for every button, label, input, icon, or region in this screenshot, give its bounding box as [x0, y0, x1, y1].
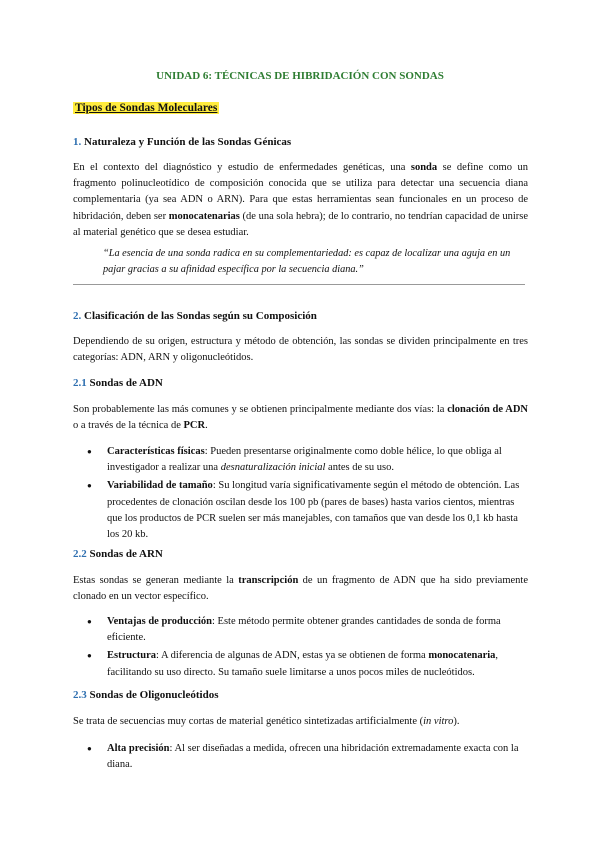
paragraph-2-3 — [73, 714, 528, 730]
heading-1 — [73, 136, 291, 148]
bullet-bold: monocatenaria — [428, 650, 496, 662]
heading-2-1-text: Sondas de ADN — [89, 377, 163, 389]
paragraph-1-text-a: En el contexto del diagnóstico y estudio de enfermedades genéticas, una — [73, 162, 411, 173]
heading-2-3 — [73, 689, 218, 701]
term-in-vitro: in vitro — [423, 716, 454, 727]
heading-2 — [73, 310, 317, 322]
quote-block: “La esencia de una sonda radica en su complementariedad: es capaz de localizar una aguja en un pajar gracias a su afinidad específica por la secuencia diana.” — [103, 248, 511, 275]
bullet-term: Características físicas — [107, 446, 205, 457]
horizontal-rule — [73, 284, 525, 285]
paragraph-2: Dependiendo de su origen, estructura y método de obtención, las sondas se dividen principalmente en tres categorías: ADN, ARN y oligonucleótidos. — [73, 336, 528, 364]
list-2-1 — [73, 444, 528, 545]
paragraph-2-3-text-b: ). — [453, 716, 460, 727]
heading-1-number: 1. — [73, 136, 82, 148]
paragraph-2-2 — [73, 573, 528, 605]
term-sonda: sonda — [410, 162, 438, 173]
paragraph-2-3-text-a: Se trata de secuencias muy cortas de material genético sintetizadas artificialmente ( — [73, 716, 424, 727]
paragraph-1-text-c: (de una sola hebra); de lo contrario, no tendrían capacidad de unirse al material genético que se desea estudiar. — [73, 210, 528, 238]
bullet-italic: desnaturalización inicial — [220, 462, 326, 474]
heading-2-2-text: Sondas de ARN — [89, 548, 163, 560]
paragraph-1 — [73, 160, 528, 241]
list-item — [73, 741, 528, 773]
heading-2-text: Clasificación de las Sondas según su Composición — [84, 310, 317, 322]
bullet-text: : Pueden presentarse originalmente como doble hélice, lo que obliga al investigador a realizar una — [107, 446, 502, 474]
list-2-3 — [73, 741, 528, 775]
bullet-term: Variabilidad de tamaño — [107, 480, 213, 492]
paragraph-2-2-text-a: Estas sondas se generan mediante la — [73, 575, 239, 586]
list-item — [73, 444, 528, 476]
bullet-term: Estructura — [107, 650, 156, 662]
bullet-term: Ventajas de producción — [107, 616, 213, 627]
bullet-text: : A diferencia de algunas de ADN, estas ya se obtienen de forma — [156, 650, 429, 662]
paragraph-2-1-text-b: o a través de la técnica de — [73, 420, 184, 432]
bullet-text: antes de su uso. — [325, 462, 394, 474]
heading-2-3-text: Sondas de Oligonucleótidos — [89, 689, 219, 701]
heading-2-2 — [73, 548, 163, 560]
bullet-text: : Al ser diseñadas a medida, ofrecen una hibridación extremadamente exacta con la diana. — [107, 743, 519, 771]
heading-2-1 — [73, 377, 163, 389]
section-subtitle: Tipos de Sondas Moleculares — [75, 102, 218, 114]
paragraph-2-2-text-b: de un fragmento de ADN que ha sido previamente clonado en un vector específico. — [73, 575, 528, 603]
term-clonacion-adn: clonación de ADN — [447, 404, 528, 415]
list-2-2 — [73, 614, 528, 683]
term-monocatenarias: monocatenarias — [168, 210, 240, 222]
bullet-text: , facilitando su uso directo. Su tamaño suele limitarse a unos pocos miles de nucleótidos. — [107, 650, 499, 678]
term-transcripcion: transcripción — [238, 575, 299, 586]
bullet-text: : Su longitud varía significativamente según el método de obtención. Las procedentes de clonación oscilan desde los 100 pb (pares de bases) hasta varios cientos, mientras que los productos de PCR suelen ser más manejables, con tamaños que van desde los 0,1 kb hasta los 20 kb. — [107, 480, 520, 541]
heading-2-1-number: 2.1 — [73, 377, 87, 389]
paragraph-2-1-text-c: . — [205, 420, 208, 432]
paragraph-2-1 — [73, 402, 528, 434]
list-item — [73, 648, 528, 680]
bullet-text: : Este método permite obtener grandes cantidades de sonda de forma eficiente. — [107, 616, 501, 644]
list-item — [73, 614, 528, 646]
unit-title: UNIDAD 6: TÉCNICAS DE HIBRIDACIÓN CON SONDAS — [156, 70, 444, 82]
heading-1-text: Naturaleza y Función de las Sondas Génicas — [84, 136, 292, 148]
heading-2-3-number: 2.3 — [73, 689, 87, 701]
list-item — [73, 478, 528, 543]
heading-2-number: 2. — [73, 310, 82, 322]
heading-2-2-number: 2.2 — [73, 548, 87, 560]
paragraph-2-1-text-a: Son probablemente las más comunes y se obtienen principalmente mediante dos vías: la — [73, 404, 448, 415]
paragraph-1-text-b: se define como un fragmento polinucleotídico de composición conocida que se utiliza para detectar una secuencia diana complementaria (ya sea ADN o ARN). Para que estas herramientas sean funcionales en un proceso de hibridación, deben ser — [73, 162, 528, 222]
bullet-term: Alta precisión — [107, 743, 170, 754]
term-pcr: PCR — [183, 420, 206, 432]
